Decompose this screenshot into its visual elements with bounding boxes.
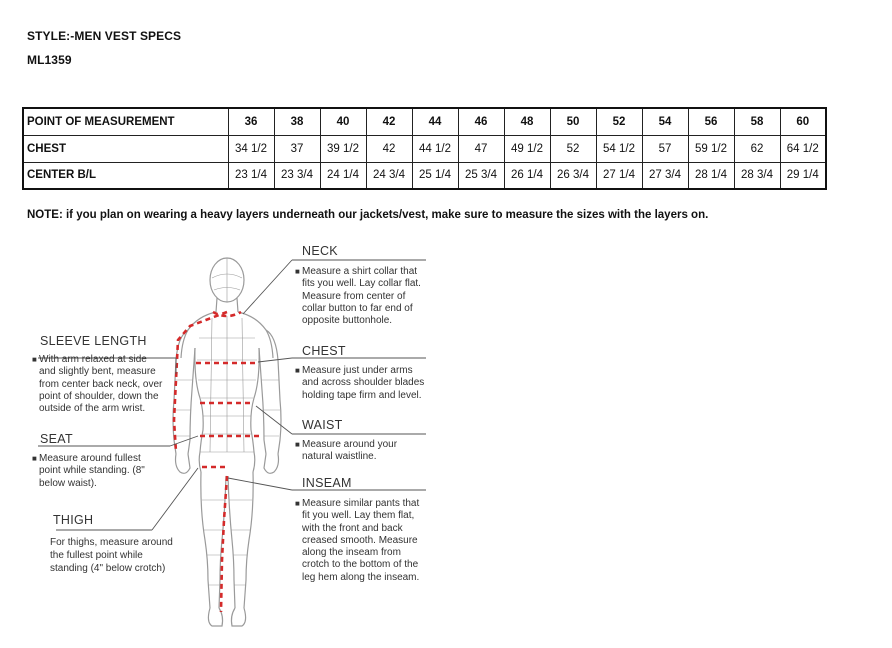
inseam-description (295, 498, 430, 584)
table-cell: 34 1/2 (228, 135, 274, 162)
waist-description (295, 439, 430, 464)
table-cell: 64 1/2 (780, 135, 826, 162)
row-label: CHEST (23, 135, 228, 162)
table-cell: 42 (366, 135, 412, 162)
table-cell: 39 1/2 (320, 135, 366, 162)
table-cell: 54 1/2 (596, 135, 642, 162)
table-cell: 25 1/4 (412, 162, 458, 189)
sleeve-measure-line (174, 312, 227, 452)
chest-description (295, 365, 430, 402)
table-cell: 27 3/4 (642, 162, 688, 189)
size-header: 58 (734, 108, 780, 135)
table-cell: 52 (550, 135, 596, 162)
bullet-icon: ■ (295, 267, 300, 276)
sleeve-length-label: SLEEVE LENGTH (40, 334, 147, 348)
table-cell: 62 (734, 135, 780, 162)
waist-label: WAIST (302, 418, 343, 432)
size-header: 54 (642, 108, 688, 135)
neck-label: NECK (302, 244, 338, 258)
seat-text: Measure around fullest point while standing. (8" below waist). (39, 453, 145, 489)
table-cell: 49 1/2 (504, 135, 550, 162)
table-cell: 47 (458, 135, 504, 162)
table-cell: 59 1/2 (688, 135, 734, 162)
size-header: 60 (780, 108, 826, 135)
measurement-lines (174, 312, 262, 612)
table-cell: 29 1/4 (780, 162, 826, 189)
table-cell: 28 3/4 (734, 162, 780, 189)
bullet-icon: ■ (295, 366, 300, 375)
style-code: ML1359 (27, 53, 72, 67)
table-header-row (23, 108, 826, 135)
table-cell: 27 1/4 (596, 162, 642, 189)
size-header: 56 (688, 108, 734, 135)
table-cell: 26 3/4 (550, 162, 596, 189)
inseam-label: INSEAM (302, 476, 352, 490)
sleeve-length-text: With arm relaxed at side and slightly bent, measure from center back neck, over point of shoulder, down the outside of the arm wrist. (39, 354, 163, 415)
table-cell: 24 1/4 (320, 162, 366, 189)
table-cell: 23 3/4 (274, 162, 320, 189)
size-header: 44 (412, 108, 458, 135)
size-spec-table (22, 107, 827, 190)
size-header: 50 (550, 108, 596, 135)
table-cell: 28 1/4 (688, 162, 734, 189)
table-cell: 23 1/4 (228, 162, 274, 189)
size-header: 46 (458, 108, 504, 135)
table-row-center-bl (23, 162, 826, 189)
table-cell: 24 3/4 (366, 162, 412, 189)
neck-description (295, 266, 430, 327)
table-row-chest (23, 135, 826, 162)
layering-note: NOTE: if you plan on wearing a heavy layers underneath our jackets/vest, make sure to measure the sizes with the layers on. (27, 209, 709, 221)
table-cell: 26 1/4 (504, 162, 550, 189)
table-cell: 44 1/2 (412, 135, 458, 162)
chest-label: CHEST (302, 344, 346, 358)
body-figure-illustration (0, 240, 892, 648)
table-corner-header: POINT OF MEASUREMENT (23, 108, 228, 135)
thigh-label: THIGH (53, 513, 94, 527)
size-header: 36 (228, 108, 274, 135)
row-label: CENTER B/L (23, 162, 228, 189)
bullet-icon: ■ (295, 440, 300, 449)
seat-description (32, 453, 157, 490)
size-header: 42 (366, 108, 412, 135)
size-header: 48 (504, 108, 550, 135)
sleeve-length-description (32, 354, 167, 415)
size-header: 52 (596, 108, 642, 135)
bullet-icon: ■ (295, 499, 300, 508)
bullet-icon: ■ (32, 355, 37, 364)
table-cell: 37 (274, 135, 320, 162)
neck-text: Measure a shirt collar that fits you well. Lay collar flat. Measure from center of collar button to far end of opposite buttonhole. (302, 266, 421, 327)
size-header: 40 (320, 108, 366, 135)
size-header: 38 (274, 108, 320, 135)
measurement-diagram (0, 240, 892, 648)
style-title: STYLE:-MEN VEST SPECS (27, 29, 182, 43)
chest-text: Measure just under arms and across shoulder blades holding tape firm and level. (302, 365, 425, 401)
thigh-description: For thighs, measure around the fullest point while standing (4" below crotch) (50, 537, 173, 574)
bullet-icon: ■ (32, 454, 37, 463)
inseam-text: Measure similar pants that fit you well. Lay them flat, with the front and back creased smooth. Measure along the inseam from crotch to the bottom of the leg hem along the inseam. (302, 498, 420, 583)
waist-text: Measure around your natural waistline. (302, 439, 398, 463)
table-cell: 57 (642, 135, 688, 162)
seat-label: SEAT (40, 432, 73, 446)
table-cell: 25 3/4 (458, 162, 504, 189)
